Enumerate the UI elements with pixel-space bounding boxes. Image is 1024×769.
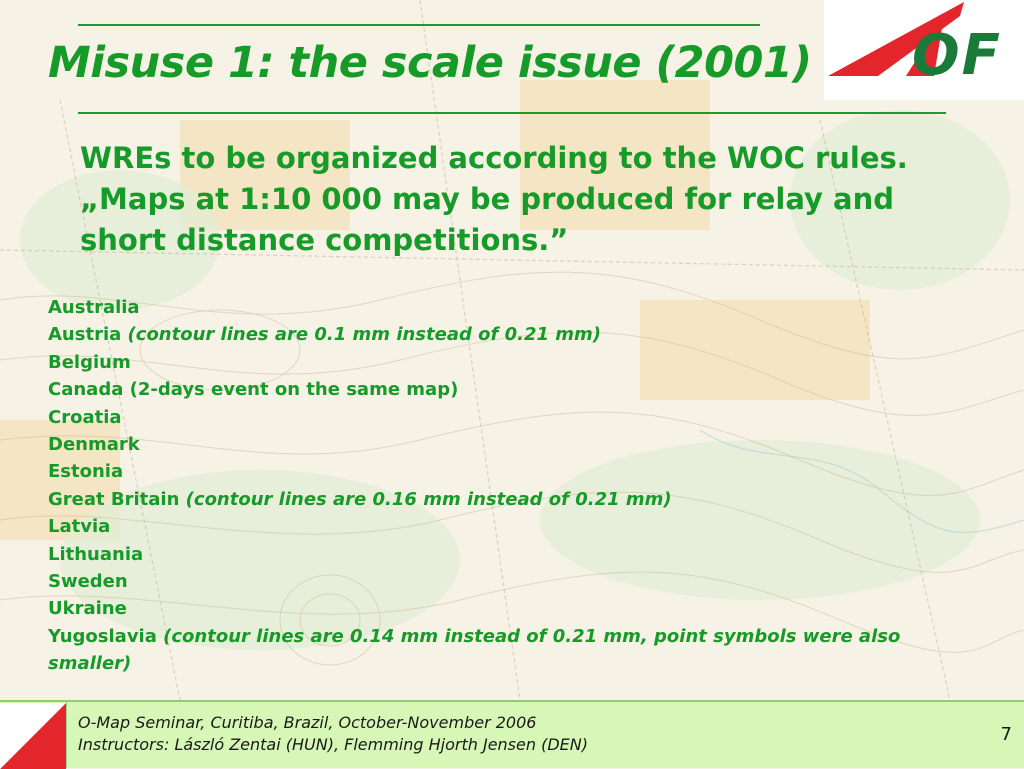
country-name: Canada (2-days event on the same map) <box>48 379 459 401</box>
country-note: (contour lines are 0.1 mm instead of 0.21 mm) <box>127 324 602 346</box>
country-item <box>48 595 978 622</box>
country-name: Estonia <box>48 461 124 483</box>
slide-subtitle <box>80 138 980 261</box>
country-item <box>48 541 978 568</box>
subtitle-line: „Maps at 1:10 000 may be produced for relay and <box>80 182 895 216</box>
country-item <box>48 376 978 403</box>
title-top-rule <box>78 24 760 26</box>
country-note: (contour lines are 0.14 mm instead of 0.21 mm, point symbols were also smaller) <box>48 625 901 675</box>
country-item <box>48 458 978 485</box>
subtitle-line: short distance competitions.” <box>80 223 569 257</box>
country-name: Great Britain <box>48 488 180 510</box>
country-name: Austria <box>48 324 122 346</box>
country-name: Ukraine <box>48 598 127 620</box>
svg-text:OF: OF <box>912 23 1002 88</box>
footer-line-instructors: Instructors: László Zentai (HUN), Flemming Hjorth Jensen (DEN) <box>78 735 588 754</box>
orienteering-flag-icon <box>0 703 66 769</box>
country-item <box>48 321 978 348</box>
page-number: 7 <box>1000 724 1012 745</box>
country-name: Sweden <box>48 571 128 593</box>
footer-divider <box>66 702 67 768</box>
country-name: Latvia <box>48 516 111 538</box>
country-list <box>48 294 978 678</box>
slide-footer <box>0 700 1024 768</box>
country-item <box>48 349 978 376</box>
country-item <box>48 431 978 458</box>
footer-text <box>78 712 588 756</box>
country-item <box>48 294 978 321</box>
country-name: Australia <box>48 297 140 318</box>
country-item <box>48 513 978 540</box>
country-item <box>48 568 978 595</box>
country-name: Denmark <box>48 434 140 456</box>
country-name: Croatia <box>48 406 122 428</box>
country-item <box>48 486 978 513</box>
country-note: (contour lines are 0.16 mm instead of 0.21 mm) <box>185 488 672 510</box>
country-name: Yugoslavia <box>48 625 157 647</box>
iof-logo <box>824 0 1024 100</box>
country-name: Belgium <box>48 351 131 373</box>
country-item <box>48 623 978 678</box>
footer-line-seminar: O-Map Seminar, Curitiba, Brazil, October-November 2006 <box>78 713 537 732</box>
country-item <box>48 404 978 431</box>
iof-logo-graphic <box>824 0 1024 100</box>
country-name: Lithuania <box>48 543 144 565</box>
slide-title: Misuse 1: the scale issue (2001) <box>48 38 812 88</box>
subtitle-line: WREs to be organized according to the WOC rules. <box>80 141 908 175</box>
title-bottom-rule <box>78 112 946 114</box>
